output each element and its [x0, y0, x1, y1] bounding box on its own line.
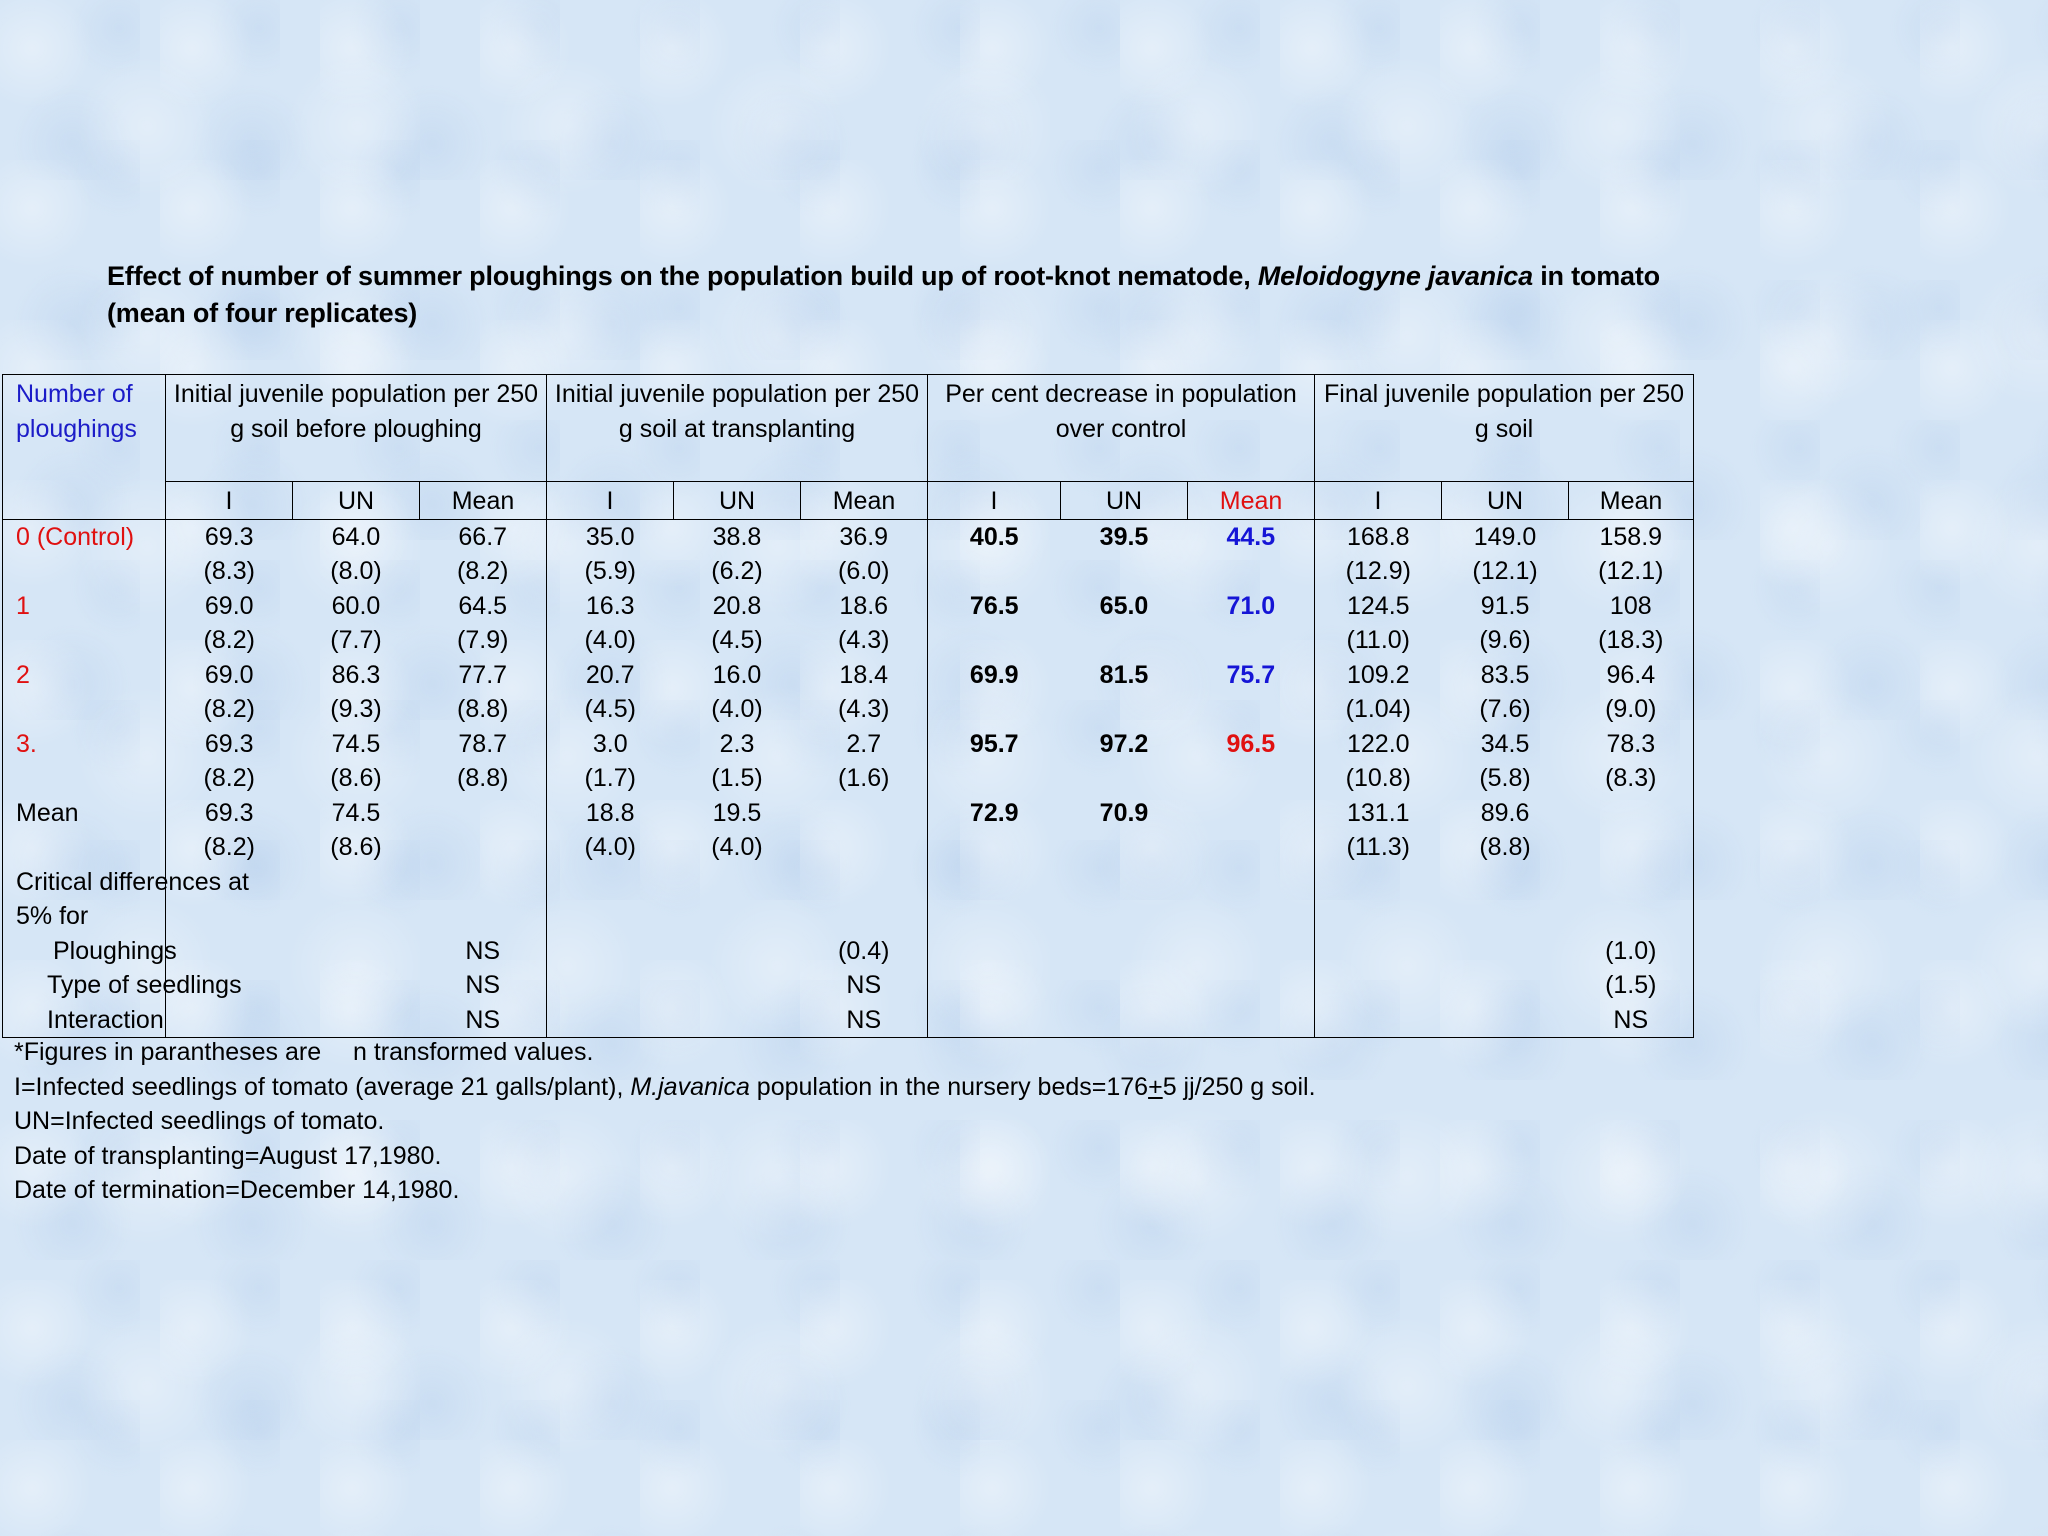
cd-value: NS [846, 971, 882, 999]
cell-value: 71.0 [1226, 591, 1276, 620]
cell-transformed: (6.0) [838, 557, 890, 585]
cell-value [420, 796, 547, 831]
cell-empty [166, 1003, 293, 1038]
subheader-g3-un: UN [1442, 482, 1569, 520]
cell-value: 78.3 [1569, 727, 1694, 762]
subheader-g0-un: UN [293, 482, 420, 520]
cell-transformed: (1.04) [1315, 692, 1442, 727]
cell-empty [928, 1003, 1061, 1038]
cell-empty [547, 899, 674, 934]
cell-transformed: (10.8) [1315, 761, 1442, 796]
cell-transformed [1188, 830, 1315, 865]
cell-transformed: (8.3) [166, 554, 293, 589]
cell-value: 65.0 [1099, 591, 1149, 620]
cell-value: 20.8 [712, 591, 762, 620]
row-label-empty [3, 692, 166, 727]
cell-value: 69.0 [166, 589, 293, 624]
cell-empty [928, 968, 1061, 1003]
footnote-species: M.javanica [630, 1072, 750, 1101]
cell-value: 69.0 [166, 658, 293, 693]
cell-transformed [420, 830, 547, 865]
cell-empty [1442, 865, 1569, 900]
table-row-transformed [3, 554, 1694, 589]
cell-transformed: (8.6) [330, 764, 382, 792]
footnote-transformed-a: *Figures in parantheses are [14, 1038, 329, 1066]
cell-value: 122.0 [1315, 727, 1442, 762]
cell-value: 16.3 [547, 589, 674, 624]
cell-transformed: (8.2) [166, 761, 293, 796]
cell-empty [674, 865, 801, 900]
row-label-empty [3, 623, 166, 658]
cell-transformed [928, 830, 1061, 865]
cell-transformed: (12.9) [1315, 554, 1442, 589]
cell-value: 168.8 [1315, 519, 1442, 554]
cell-value: 74.5 [331, 729, 381, 758]
cell-value: 34.5 [1480, 729, 1530, 758]
cell-empty [1315, 1003, 1442, 1038]
footnotes [14, 1035, 1316, 1208]
row-label: 0 (Control) [3, 519, 166, 554]
cd-value: NS [1569, 1003, 1694, 1038]
cell-value: 18.6 [839, 591, 889, 620]
cell-transformed: (8.8) [457, 695, 509, 723]
subheader-g3-i: I [1315, 482, 1442, 520]
cell-value: 38.8 [712, 522, 762, 551]
cell-transformed [1061, 692, 1188, 727]
cell-value: 64.0 [331, 522, 381, 551]
cell-empty [1188, 934, 1315, 969]
cell-empty [1188, 865, 1315, 900]
cell-transformed: (8.0) [330, 557, 382, 585]
cell-value: 109.2 [1315, 658, 1442, 693]
footnote-infected-b: population in the nursery beds=176 [749, 1072, 1149, 1101]
cell-value: 91.5 [1480, 591, 1530, 620]
cell-value: 83.5 [1480, 660, 1530, 689]
cell-value [1188, 796, 1315, 831]
cell-empty [1569, 899, 1694, 934]
cell-empty [674, 934, 801, 969]
cell-value: 74.5 [331, 798, 381, 827]
cell-value: 95.7 [928, 727, 1061, 762]
subheader-g2-i: I [928, 482, 1061, 520]
cell-value: 69.9 [928, 658, 1061, 693]
cell-value: 69.3 [166, 796, 293, 831]
footnote-plus-minus: + [1148, 1072, 1163, 1101]
cell-transformed: (8.8) [457, 764, 509, 792]
title-text-part1: Effect of number of summer ploughings on the population build up of root-knot nematode, [107, 261, 1258, 291]
cell-transformed: (4.0) [547, 623, 674, 658]
cd-value: (1.0) [1569, 934, 1694, 969]
cell-transformed [928, 623, 1061, 658]
cell-transformed: (8.2) [457, 557, 509, 585]
cell-transformed: (18.3) [1569, 623, 1694, 658]
row-label-empty [3, 830, 166, 865]
cd-value: (1.5) [1569, 968, 1694, 1003]
cell-transformed: (8.2) [166, 692, 293, 727]
cell-empty [674, 968, 801, 1003]
cell-value: 81.5 [1099, 660, 1149, 689]
cell-value: 39.5 [1099, 522, 1149, 551]
table-row-transformed [3, 830, 1694, 865]
cd-row-label: Type of seedlings [3, 968, 166, 1003]
cell-transformed [928, 761, 1061, 796]
cell-empty [293, 968, 420, 1003]
cell-transformed: (7.6) [1479, 695, 1531, 723]
cell-empty [293, 899, 420, 934]
cell-empty [1188, 1003, 1315, 1038]
cell-empty [420, 899, 547, 934]
cell-transformed: (4.5) [711, 626, 763, 654]
title-text-part2: in tomato [1532, 261, 1660, 291]
cd-value: NS [420, 1003, 547, 1038]
cell-transformed: (4.3) [838, 626, 890, 654]
cell-transformed: (11.3) [1315, 830, 1442, 865]
subheader-g1-i: I [547, 482, 674, 520]
cd-row [3, 968, 1694, 1003]
subheader-g1-un: UN [674, 482, 801, 520]
cell-transformed: (4.0) [711, 695, 763, 723]
cell-value: 78.7 [458, 729, 508, 758]
footnote-infected [14, 1070, 1316, 1105]
cell-empty [166, 934, 293, 969]
cell-transformed [1061, 554, 1188, 589]
cell-value: 70.9 [1099, 798, 1149, 827]
cell-transformed: (11.0) [1315, 623, 1442, 658]
title-subtitle: (mean of four replicates) [107, 298, 418, 328]
cell-transformed [1188, 623, 1315, 658]
cell-value: 3.0 [547, 727, 674, 762]
cell-empty [1061, 1003, 1188, 1038]
cell-empty [1315, 968, 1442, 1003]
cell-value: 64.5 [458, 591, 508, 620]
cell-transformed: (8.2) [166, 623, 293, 658]
cell-value: 96.4 [1569, 658, 1694, 693]
row-label-empty [3, 554, 166, 589]
cell-value: 16.0 [712, 660, 762, 689]
cd-row-label: Interaction [3, 1003, 166, 1038]
cell-empty [1188, 899, 1315, 934]
cell-value: 124.5 [1315, 589, 1442, 624]
cell-value: 86.3 [331, 660, 381, 689]
footnote-infected-c: 5 jj/250 g soil. [1162, 1072, 1316, 1101]
footnote-transformed-b: n transformed values. [346, 1038, 594, 1066]
cell-empty [1061, 934, 1188, 969]
cell-transformed: (8.2) [166, 830, 293, 865]
cell-value: 60.0 [331, 591, 381, 620]
cell-empty [928, 865, 1061, 900]
table-row-transformed [3, 692, 1694, 727]
table-row [3, 589, 1694, 624]
cd-label: 5% for [3, 899, 166, 934]
header-number-of-ploughings: Number of ploughings [3, 375, 166, 520]
cell-value: 18.4 [839, 660, 889, 689]
cell-empty [547, 865, 674, 900]
cell-empty [674, 899, 801, 934]
cell-value: 149.0 [1473, 522, 1537, 551]
cell-empty [420, 865, 547, 900]
cd-value: (0.4) [838, 936, 890, 965]
cell-empty [1315, 865, 1442, 900]
cell-value: 69.3 [166, 519, 293, 554]
cell-transformed: (9.0) [1569, 692, 1694, 727]
subheader-g0-i: I [166, 482, 293, 520]
cell-transformed: (5.9) [547, 554, 674, 589]
cell-empty [1442, 899, 1569, 934]
cell-value: 2.7 [846, 729, 882, 758]
cell-transformed: (1.6) [838, 764, 890, 792]
table-row [3, 727, 1694, 762]
cell-transformed [1061, 761, 1188, 796]
cell-value: 89.6 [1480, 798, 1530, 827]
cell-value [801, 796, 928, 831]
cell-transformed: (4.0) [547, 830, 674, 865]
cd-row [3, 1003, 1694, 1038]
header-group-percent-decrease: Per cent decrease in population over control [928, 375, 1315, 482]
cell-transformed [801, 830, 928, 865]
cell-transformed [1061, 830, 1188, 865]
table-row [3, 796, 1694, 831]
subheader-g3-mean: Mean [1569, 482, 1694, 520]
cell-empty [1315, 899, 1442, 934]
cell-transformed: (7.9) [457, 626, 509, 654]
cell-value: 158.9 [1569, 519, 1694, 554]
header-group-before-ploughing: Initial juvenile population per 250 g soil before ploughing [166, 375, 547, 482]
cell-transformed: (9.6) [1479, 626, 1531, 654]
cd-row-label: Ploughings [3, 934, 166, 969]
cell-value: 40.5 [928, 519, 1061, 554]
cell-empty [547, 934, 674, 969]
cell-empty [1442, 968, 1569, 1003]
cell-empty [547, 968, 674, 1003]
cell-value: 108 [1569, 589, 1694, 624]
cell-empty [1061, 865, 1188, 900]
subheader-g2-un: UN [1061, 482, 1188, 520]
cell-value: 2.3 [719, 729, 755, 758]
cd-value: NS [465, 936, 501, 965]
table-row-transformed [3, 761, 1694, 796]
title-species: Meloidogyne javanica [1257, 261, 1533, 291]
cell-value: 69.3 [166, 727, 293, 762]
cell-transformed: (4.3) [838, 695, 890, 723]
cell-transformed: (12.1) [1472, 557, 1538, 585]
cell-empty [928, 934, 1061, 969]
cell-transformed: (5.8) [1479, 764, 1531, 792]
cell-transformed: (8.3) [1569, 761, 1694, 796]
cell-value: 131.1 [1315, 796, 1442, 831]
cell-transformed: (8.6) [330, 833, 382, 861]
cell-empty [547, 1003, 674, 1038]
cell-transformed: (6.2) [711, 557, 763, 585]
footnote-infected-a: I=Infected seedlings of tomato (average 21 galls/plant), [14, 1072, 631, 1101]
cell-value: 19.5 [712, 798, 762, 827]
cd-row [3, 934, 1694, 969]
cell-empty [166, 899, 293, 934]
cell-value: 44.5 [1226, 522, 1276, 551]
data-table [2, 374, 1694, 1038]
row-label: 1 [3, 589, 166, 624]
cell-value: 20.7 [547, 658, 674, 693]
subheader-g2-mean: Mean [1188, 482, 1315, 520]
cell-empty [1188, 968, 1315, 1003]
footnote-transplanting-date: Date of transplanting=August 17,1980. [14, 1141, 442, 1170]
cell-empty [1442, 1003, 1569, 1038]
cell-transformed: (12.1) [1569, 554, 1694, 589]
cell-empty [801, 899, 928, 934]
cd-label-row [3, 899, 1694, 934]
cell-empty [1315, 934, 1442, 969]
cell-empty [293, 865, 420, 900]
cell-value: 18.8 [547, 796, 674, 831]
subheader-g0-mean: Mean [420, 482, 547, 520]
cell-value: 75.7 [1226, 660, 1276, 689]
cell-transformed: (1.5) [711, 764, 763, 792]
cell-transformed [1188, 554, 1315, 589]
cell-empty [1061, 899, 1188, 934]
cell-value: 72.9 [928, 796, 1061, 831]
cell-value: 35.0 [547, 519, 674, 554]
cell-transformed: (4.0) [711, 833, 763, 861]
cell-transformed: (9.3) [330, 695, 382, 723]
cell-transformed [928, 554, 1061, 589]
cell-transformed: (1.7) [547, 761, 674, 796]
footnote-termination-date: Date of termination=December 14,1980. [14, 1176, 460, 1204]
cell-transformed: (8.8) [1479, 833, 1531, 861]
cell-value: 77.7 [458, 660, 508, 689]
cell-transformed [1188, 761, 1315, 796]
header-group-final-population: Final juvenile population per 250 g soil [1315, 375, 1694, 482]
subheader-g1-mean: Mean [801, 482, 928, 520]
table-row [3, 519, 1694, 554]
row-label: Mean [3, 796, 166, 831]
footnote-un: UN=Infected seedlings of tomato. [14, 1107, 385, 1135]
cell-value: 96.5 [1226, 729, 1276, 758]
footnote-transformed [14, 1035, 1316, 1070]
cell-transformed: (4.5) [547, 692, 674, 727]
cd-value: NS [465, 971, 501, 999]
cell-value: 76.5 [928, 589, 1061, 624]
cell-value [1569, 796, 1694, 831]
row-label-empty [3, 761, 166, 796]
cell-empty [1569, 865, 1694, 900]
cell-empty [1061, 968, 1188, 1003]
cell-empty [928, 899, 1061, 934]
header-group-at-transplanting: Initial juvenile population per 250 g soil at transplanting [547, 375, 928, 482]
row-label: 3. [3, 727, 166, 762]
cell-value: 66.7 [458, 522, 508, 551]
row-label: 2 [3, 658, 166, 693]
cd-value: NS [801, 1003, 928, 1038]
table-row-transformed [3, 623, 1694, 658]
cell-transformed: (7.7) [330, 626, 382, 654]
cell-empty [293, 1003, 420, 1038]
cd-label: Critical differences at [3, 865, 166, 900]
cell-empty [1442, 934, 1569, 969]
cell-value: 97.2 [1099, 729, 1149, 758]
table-row [3, 658, 1694, 693]
cell-transformed [928, 692, 1061, 727]
cell-transformed [1188, 692, 1315, 727]
table-title [107, 258, 1827, 332]
cell-empty [293, 934, 420, 969]
cd-label-row [3, 865, 1694, 900]
cell-empty [674, 1003, 801, 1038]
cell-transformed [1061, 623, 1188, 658]
cell-empty [801, 865, 928, 900]
cell-value: 36.9 [839, 522, 889, 551]
cell-transformed [1569, 830, 1694, 865]
